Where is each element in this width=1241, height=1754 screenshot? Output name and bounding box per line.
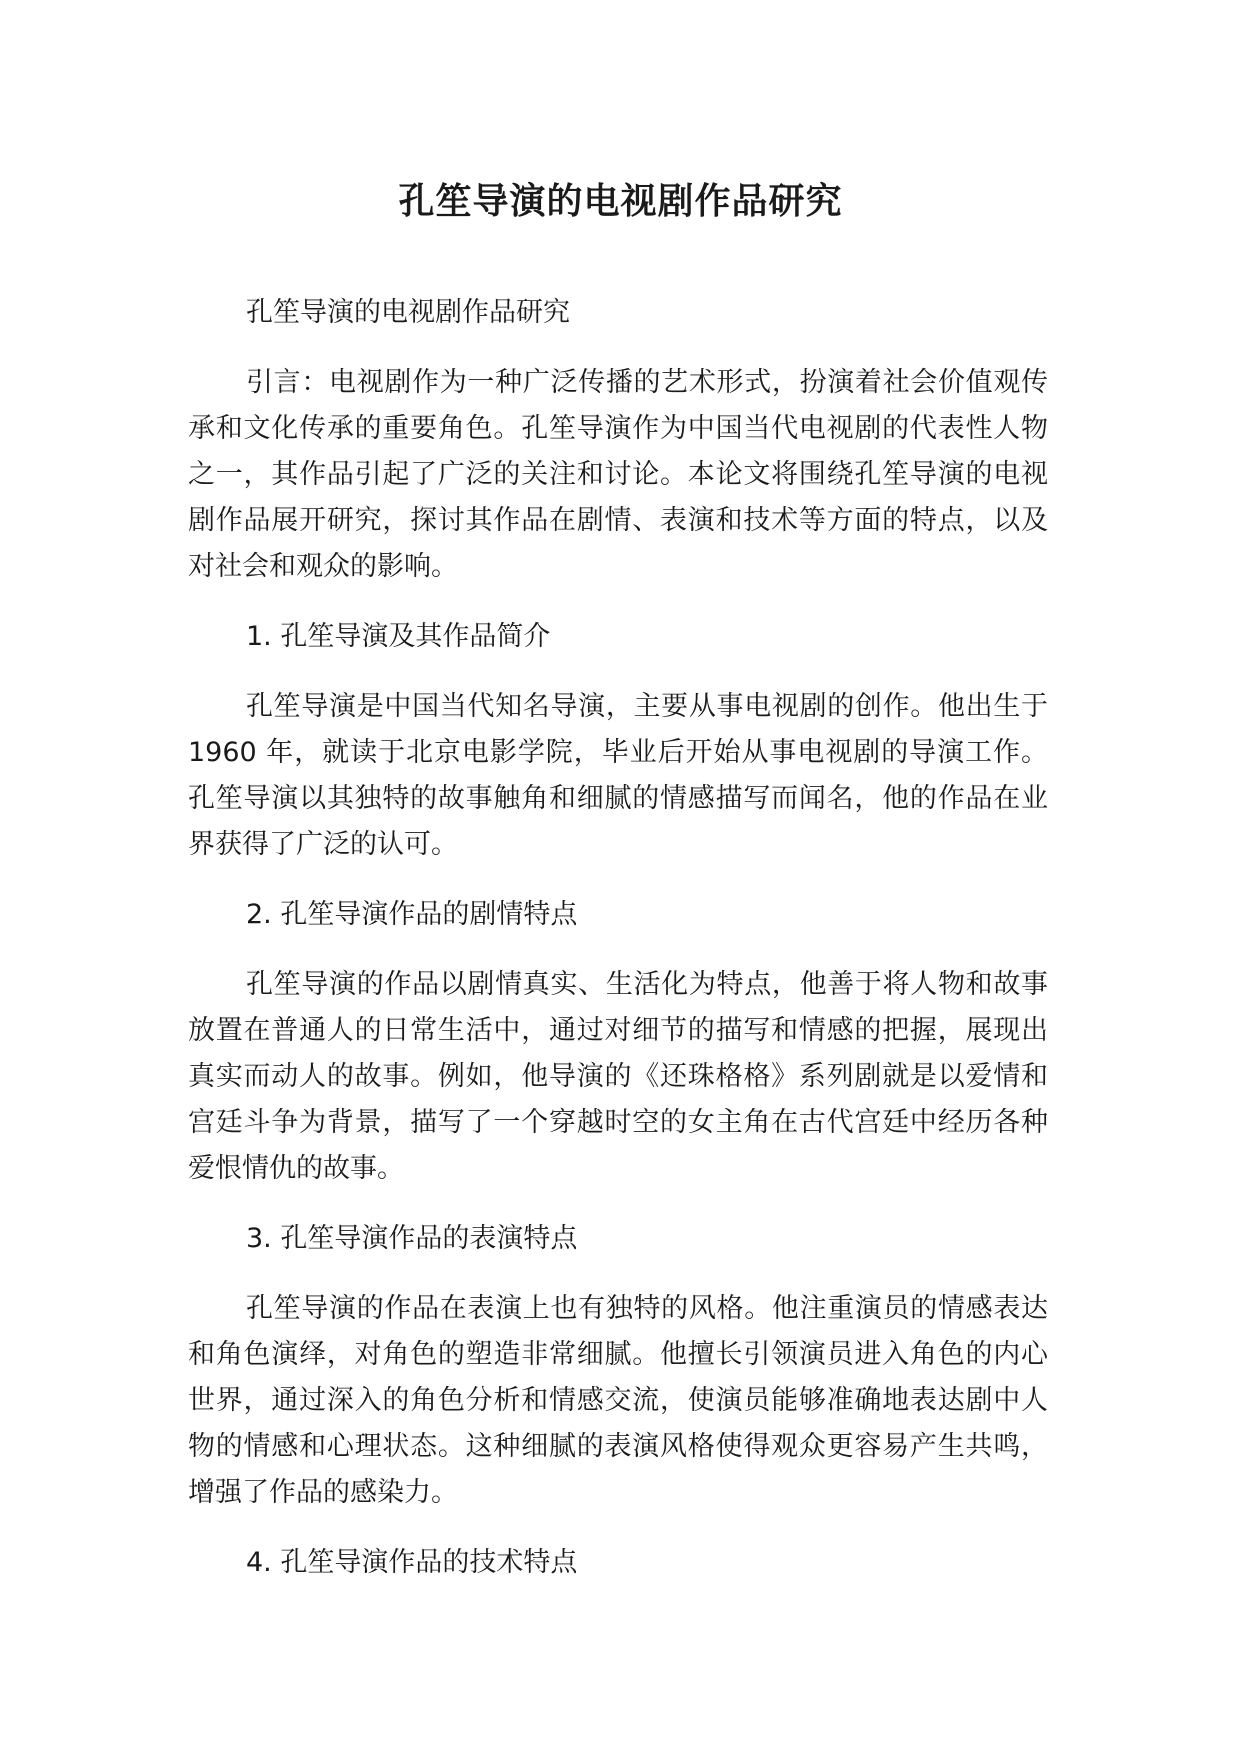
section-heading-1: 1. 孔笙导演及其作品简介 <box>246 621 551 652</box>
section-paragraph-1: 孔笙导演是中国当代知名导演，主要从事电视剧的创作。他出生于 1960 年，就读于北京电影学院，毕业后开始从事电视剧的导演工作。孔笙导演以其独特的故事触角和细腻的情感描写而闻名，他的作品在业界获得了广泛的认可。 <box>188 691 1048 860</box>
subtitle-paragraph: 孔笙导演的电视剧作品研究 <box>246 297 570 328</box>
section-paragraph-3: 孔笙导演的作品在表演上也有独特的风格。他注重演员的情感表达和角色演绎，对角色的塑造非常细腻。他擅长引领演员进入角色的内心世界，通过深入的角色分析和情感交流，使演员能够准确地表达剧中人物的情感和心理状态。这种细腻的表演风格使得观众更容易产生共鸣，增强了作品的感染力。 <box>188 1293 1048 1508</box>
intro-paragraph: 引言：电视剧作为一种广泛传播的艺术形式，扮演着社会价值观传承和文化传承的重要角色。孔笙导演作为中国当代电视剧的代表性人物之一，其作品引起了广泛的关注和讨论。本论文将围绕孔笙导演的电视剧作品展开研究，探讨其作品在剧情、表演和技术等方面的特点，以及对社会和观众的影响。 <box>188 367 1048 582</box>
document-title: 孔笙导演的电视剧作品研究 <box>398 181 843 222</box>
section-heading-4: 4. 孔笙导演作品的技术特点 <box>246 1547 578 1578</box>
section-heading-2: 2. 孔笙导演作品的剧情特点 <box>246 899 578 930</box>
document-body <box>188 290 1048 1610</box>
section-heading-3: 3. 孔笙导演作品的表演特点 <box>246 1223 578 1254</box>
section-paragraph-2: 孔笙导演的作品以剧情真实、生活化为特点，他善于将人物和故事放置在普通人的日常生活中，通过对细节的描写和情感的把握，展现出真实而动人的故事。例如，他导演的《还珠格格》系列剧就是以爱情和宫廷斗争为背景，描写了一个穿越时空的女主角在古代宫廷中经历各种爱恨情仇的故事。 <box>188 969 1048 1184</box>
